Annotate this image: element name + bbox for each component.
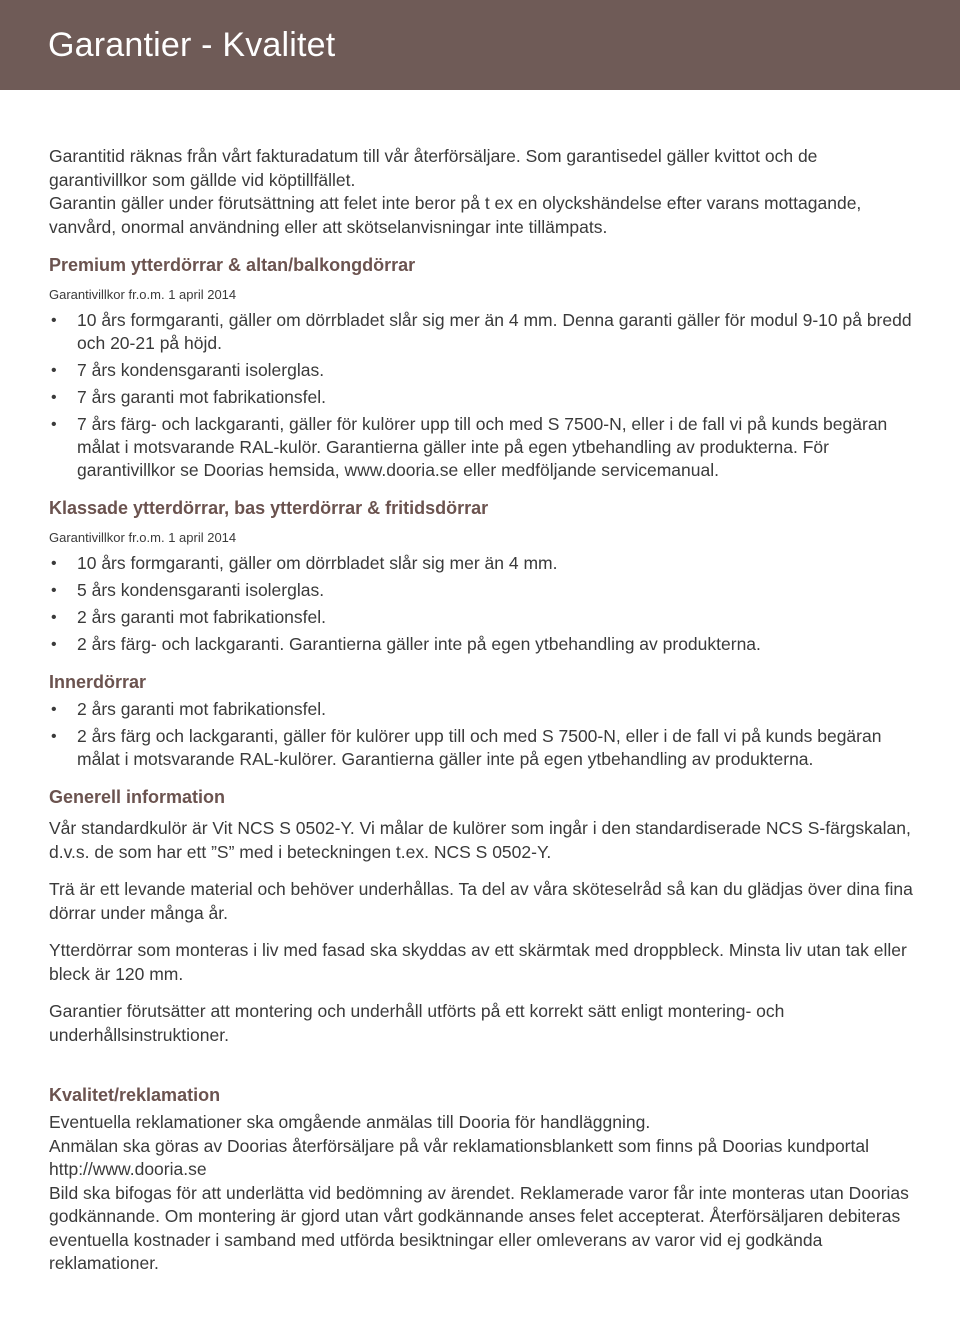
list-item: • 2 års garanti mot fabrikationsfel. [51, 607, 327, 627]
list-item: • 10 års formgaranti, gäller om dörrbladet slår sig mer än 4 mm. Denna garanti gäller för modul 9-10 på bredd och 20-21 på höjd. [51, 310, 912, 353]
premium-list [49, 309, 919, 482]
bullet-icon: • [51, 636, 57, 653]
bullet-icon: • [51, 701, 57, 718]
quality-line: Eventuella reklamationer ska omgående anmälas till Dooria för handläggning. [49, 1112, 651, 1132]
bullet-icon: • [51, 582, 57, 599]
intro-section [49, 145, 919, 239]
bullet-icon: • [51, 416, 57, 433]
bullet-icon: • [51, 555, 57, 572]
klassade-terms-date: Garantivillkor fr.o.m. 1 april 2014 [49, 530, 237, 545]
general-paragraph: Vår standardkulör är Vit NCS S 0502-Y. Vi målar de kulörer som ingår i den standardiserade NCS S-färgskalan, d.v.s. de som har ett ”S” med i beteckningen t.ex. NCS S 0502-Y. [49, 818, 911, 862]
bullet-icon: • [51, 362, 57, 379]
list-item: • 2 års färg och lackgaranti, gäller för kulörer upp till och med S 7500-N, eller i de fall vi på kunds begäran målat i motsvarande RAL-kulörer. Garantierna gäller inte på egen ytbehandling av produkterna. [51, 726, 882, 769]
list-item: • 7 års färg- och lackgaranti, gäller för kulörer upp till och med S 7500-N, eller i de fall vi på kunds begäran målat i motsvarande RAL-kulör. Garantierna gäller inte på egen ytbehandling av produkterna. För garantivillkor se Doorias hemsida, www.dooria.se eller medföljande servicemanual. [51, 414, 888, 480]
bullet-icon: • [51, 389, 57, 406]
intro-paragraph: Garantin gäller under förutsättning att felet inte beror på t ex en olyckshändelse efter varans mottagande, vanvård, onormal användning eller att skötselanvisningar inte tillämpats. [49, 193, 862, 237]
section-heading-quality: Kvalitet/reklamation [49, 1085, 221, 1105]
list-item: • 2 års garanti mot fabrikationsfel. [51, 699, 327, 719]
section-heading-klassade: Klassade ytterdörrar, bas ytterdörrar & fritidsdörrar [49, 498, 489, 518]
list-item: • 10 års formgaranti, gäller om dörrbladet slår sig mer än 4 mm. [51, 553, 558, 573]
page-title: Garantier - Kvalitet [48, 26, 336, 64]
list-item: • 2 års färg- och lackgaranti. Garantierna gäller inte på egen ytbehandling av produkterna. [51, 634, 761, 654]
section-heading-inner: Innerdörrar [49, 672, 147, 692]
klassade-list [49, 552, 919, 656]
quality-line: Anmälan ska göras av Doorias återförsäljare på vår reklamationsblankett som finns på Doorias kundportal http://www.dooria.se [49, 1135, 869, 1179]
bullet-icon: • [51, 728, 57, 745]
general-paragraph: Trä är ett levande material och behöver underhållas. Ta del av våra sköteselråd så kan du glädjas över dina fina dörrar under många år. [49, 879, 913, 923]
list-item: • 7 års kondensgaranti isolerglas. [51, 360, 325, 380]
list-item: • 5 års kondensgaranti isolerglas. [51, 580, 325, 600]
inner-list [49, 698, 919, 771]
intro-paragraph: Garantitid räknas från vårt fakturadatum till vår återförsäljare. Som garantisedel gäller kvittot och de garantivillkor som gällde vid köptillfället. [49, 146, 818, 190]
premium-terms-date: Garantivillkor fr.o.m. 1 april 2014 [49, 287, 237, 302]
quality-line: Bild ska bifogas för att underlätta vid bedömning av ärendet. Reklamerade varor får inte monteras utan Doorias godkännande. Om montering är gjord utan vårt godkännande anses felet accepterat. Återförsäljaren debiteras eventuella kostnader i samband med utförda besiktningar eller omleverans av varor vid ej godkända reklamationer. [49, 1182, 909, 1273]
bullet-icon: • [51, 312, 57, 329]
list-item: • 7 års garanti mot fabrikationsfel. [51, 387, 327, 407]
page-header [0, 0, 960, 90]
section-heading-premium: Premium ytterdörrar & altan/balkongdörrar [49, 255, 416, 275]
general-paragraph: Ytterdörrar som monteras i liv med fasad ska skyddas av ett skärmtak med droppbleck. Minsta liv utan tak eller bleck är 120 mm. [49, 940, 907, 984]
document-body [49, 145, 919, 1276]
general-paragraph: Garantier förutsätter att montering och underhåll utförts på ett korrekt sätt enligt montering- och underhållsinstruktioner. [49, 1001, 785, 1045]
bullet-icon: • [51, 609, 57, 626]
section-heading-general: Generell information [49, 787, 226, 807]
